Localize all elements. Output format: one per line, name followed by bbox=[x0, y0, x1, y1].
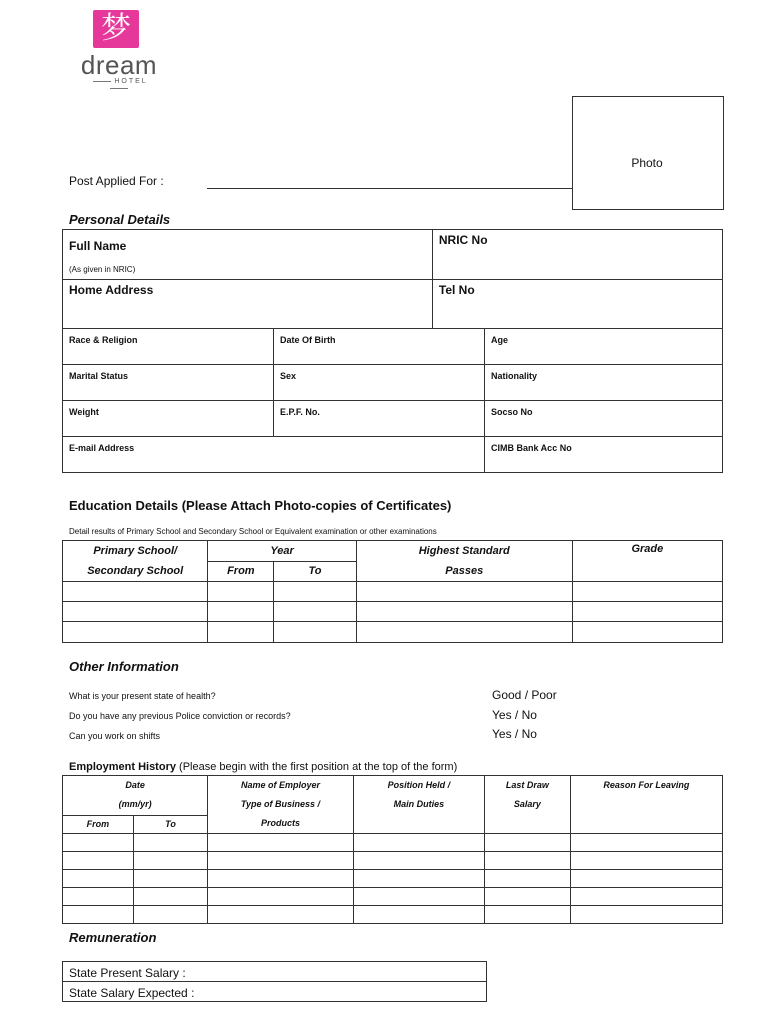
date-header-text: Date bbox=[125, 780, 145, 790]
table-row bbox=[63, 834, 723, 852]
full-name-label: Full Name bbox=[69, 239, 127, 253]
sex-cell[interactable] bbox=[274, 365, 485, 401]
table-cell[interactable] bbox=[208, 622, 274, 643]
position-header-line2: Main Duties bbox=[393, 799, 445, 809]
salary-header-line1: Last Draw bbox=[505, 780, 549, 790]
marital-cell[interactable] bbox=[63, 365, 274, 401]
employment-heading bbox=[69, 761, 457, 773]
table-cell[interactable] bbox=[133, 870, 208, 888]
emp-date-header bbox=[63, 776, 208, 816]
table-cell[interactable] bbox=[570, 852, 722, 870]
epf-cell[interactable] bbox=[274, 401, 485, 437]
employment-title: Employment History bbox=[69, 761, 176, 773]
table-cell[interactable] bbox=[570, 870, 722, 888]
education-note: Detail results of Primary School and Secondary School or Equivalent examination or other examinations bbox=[69, 527, 437, 536]
table-cell[interactable] bbox=[572, 602, 722, 622]
email-cell[interactable] bbox=[63, 437, 485, 473]
photo-box bbox=[572, 96, 724, 210]
table-row bbox=[63, 852, 723, 870]
age-label: Age bbox=[491, 335, 509, 345]
education-title: Education Details (Please Attach Photo-copies of Certificates) bbox=[69, 498, 452, 513]
school-header-line1: Primary School/ bbox=[93, 545, 178, 557]
table-cell[interactable] bbox=[208, 852, 353, 870]
employer-header-line3: Products bbox=[260, 818, 300, 828]
table-cell[interactable] bbox=[63, 602, 208, 622]
table-cell[interactable] bbox=[485, 834, 571, 852]
grade-header-text: Grade bbox=[631, 543, 664, 555]
health-question: What is your present state of health? bbox=[69, 691, 216, 701]
expected-salary-label: State Salary Expected : bbox=[69, 985, 195, 1000]
tel-label: Tel No bbox=[438, 283, 475, 297]
table-cell[interactable] bbox=[353, 888, 484, 906]
table-cell[interactable] bbox=[485, 906, 571, 924]
table-cell[interactable] bbox=[353, 870, 484, 888]
table-cell[interactable] bbox=[570, 888, 722, 906]
table-cell[interactable] bbox=[208, 888, 353, 906]
table-cell[interactable] bbox=[356, 622, 572, 643]
table-cell[interactable] bbox=[133, 852, 208, 870]
police-answer[interactable]: Yes / No bbox=[492, 708, 537, 722]
emp-employer-header bbox=[208, 776, 353, 834]
health-answer[interactable]: Good / Poor bbox=[492, 688, 557, 702]
post-applied-label: Post Applied For : bbox=[69, 174, 164, 188]
position-header-line1: Position Held / bbox=[387, 780, 451, 790]
weight-cell[interactable] bbox=[63, 401, 274, 437]
table-cell[interactable] bbox=[356, 602, 572, 622]
table-cell[interactable] bbox=[485, 888, 571, 906]
emp-reason-header bbox=[570, 776, 722, 834]
table-cell[interactable] bbox=[133, 906, 208, 924]
table-row bbox=[63, 870, 723, 888]
employment-note: (Please begin with the first position at the top of the form) bbox=[179, 761, 458, 773]
table-cell[interactable] bbox=[208, 602, 274, 622]
cimb-cell[interactable] bbox=[485, 437, 723, 473]
weight-label: Weight bbox=[69, 407, 99, 417]
dob-cell[interactable] bbox=[274, 329, 485, 365]
employment-table bbox=[62, 775, 723, 924]
education-grade-header bbox=[572, 541, 722, 582]
table-cell[interactable] bbox=[353, 852, 484, 870]
remuneration-title: Remuneration bbox=[69, 930, 157, 945]
emp-to-header bbox=[133, 815, 208, 833]
logo-subtitle-text: HOTEL bbox=[114, 78, 148, 85]
post-applied-field[interactable] bbox=[207, 188, 573, 189]
nationality-label: Nationality bbox=[491, 371, 538, 381]
employer-header-line1: Name of Employer bbox=[240, 780, 320, 790]
table-cell[interactable] bbox=[485, 870, 571, 888]
year-header-text: Year bbox=[270, 544, 294, 557]
personal-table-top bbox=[62, 229, 723, 329]
table-cell[interactable] bbox=[274, 582, 357, 602]
education-table bbox=[62, 540, 723, 643]
as-given-note: (As given in NRIC) bbox=[69, 265, 136, 274]
table-cell[interactable] bbox=[353, 906, 484, 924]
education-from-header bbox=[208, 561, 274, 582]
remuneration-table bbox=[62, 961, 487, 1002]
to-header-text: To bbox=[308, 565, 322, 578]
salary-header-line2: Salary bbox=[513, 799, 541, 809]
table-cell[interactable] bbox=[63, 906, 134, 924]
expected-salary-field[interactable] bbox=[63, 982, 487, 1002]
home-address-label: Home Address bbox=[69, 283, 154, 297]
photo-label: Photo bbox=[631, 156, 663, 170]
table-cell[interactable] bbox=[356, 582, 572, 602]
table-row bbox=[63, 622, 723, 643]
table-row bbox=[63, 602, 723, 622]
table-cell[interactable] bbox=[485, 852, 571, 870]
education-highest-header bbox=[356, 541, 572, 582]
table-cell[interactable] bbox=[63, 582, 208, 602]
education-year-header bbox=[208, 541, 356, 562]
email-label: E-mail Address bbox=[69, 443, 135, 453]
table-cell[interactable] bbox=[353, 834, 484, 852]
table-cell[interactable] bbox=[133, 888, 208, 906]
table-row bbox=[63, 888, 723, 906]
table-cell[interactable] bbox=[572, 582, 722, 602]
present-salary-label: State Present Salary : bbox=[69, 965, 186, 980]
race-label: Race & Religion bbox=[69, 335, 138, 345]
present-salary-field[interactable] bbox=[63, 962, 487, 982]
full-name-cell[interactable] bbox=[63, 230, 433, 280]
table-cell[interactable] bbox=[208, 582, 274, 602]
home-address-cell[interactable] bbox=[63, 280, 433, 329]
mmyr-header-text: (mm/yr) bbox=[118, 799, 152, 809]
logo-subtitle bbox=[79, 78, 159, 92]
table-row bbox=[63, 906, 723, 924]
highest-header-line1: Highest Standard bbox=[418, 545, 510, 557]
logo-mark: 梦 bbox=[93, 10, 139, 48]
table-cell[interactable] bbox=[274, 622, 357, 643]
nationality-cell[interactable] bbox=[485, 365, 723, 401]
tel-cell[interactable] bbox=[432, 280, 722, 329]
table-cell[interactable] bbox=[274, 602, 357, 622]
race-cell[interactable] bbox=[63, 329, 274, 365]
nric-cell[interactable] bbox=[432, 230, 722, 280]
marital-label: Marital Status bbox=[69, 371, 129, 381]
socso-label: Socso No bbox=[491, 407, 533, 417]
education-to-header bbox=[274, 561, 357, 582]
table-cell[interactable] bbox=[570, 906, 722, 924]
nric-label: NRIC No bbox=[438, 233, 488, 247]
emp-to-text: To bbox=[165, 819, 176, 830]
emp-from-header bbox=[63, 815, 134, 833]
dob-label: Date Of Birth bbox=[280, 335, 336, 345]
emp-position-header bbox=[353, 776, 484, 834]
personal-details-title: Personal Details bbox=[69, 212, 171, 227]
sex-label: Sex bbox=[280, 371, 297, 381]
table-cell[interactable] bbox=[63, 852, 134, 870]
cimb-label: CIMB Bank Acc No bbox=[491, 443, 572, 453]
table-cell[interactable] bbox=[208, 906, 353, 924]
table-cell[interactable] bbox=[63, 834, 134, 852]
other-info-title: Other Information bbox=[69, 659, 179, 674]
shift-answer[interactable]: Yes / No bbox=[492, 727, 537, 741]
epf-label: E.P.F. No. bbox=[280, 407, 320, 417]
emp-salary-header bbox=[485, 776, 571, 834]
table-row bbox=[63, 582, 723, 602]
table-cell[interactable] bbox=[208, 834, 353, 852]
school-header-line2: Secondary School bbox=[87, 565, 184, 577]
police-question: Do you have any previous Police conviction or records? bbox=[69, 711, 291, 721]
logo-wordmark: dream bbox=[80, 50, 158, 80]
reason-header-text: Reason For Leaving bbox=[603, 780, 690, 790]
table-cell[interactable] bbox=[133, 834, 208, 852]
personal-table-bottom bbox=[62, 328, 723, 473]
table-cell[interactable] bbox=[208, 870, 353, 888]
table-cell[interactable] bbox=[570, 834, 722, 852]
shift-question: Can you work on shifts bbox=[69, 731, 161, 741]
socso-cell[interactable] bbox=[485, 401, 723, 437]
table-cell[interactable] bbox=[572, 622, 722, 643]
employer-header-line2: Type of Business / bbox=[240, 799, 321, 809]
education-school-header bbox=[63, 541, 208, 582]
table-cell[interactable] bbox=[63, 870, 134, 888]
age-cell[interactable] bbox=[485, 329, 723, 365]
emp-from-text: From bbox=[86, 819, 110, 830]
table-cell[interactable] bbox=[63, 888, 134, 906]
from-header-text: From bbox=[227, 565, 255, 578]
highest-header-line2: Passes bbox=[445, 565, 484, 577]
table-cell[interactable] bbox=[63, 622, 208, 643]
